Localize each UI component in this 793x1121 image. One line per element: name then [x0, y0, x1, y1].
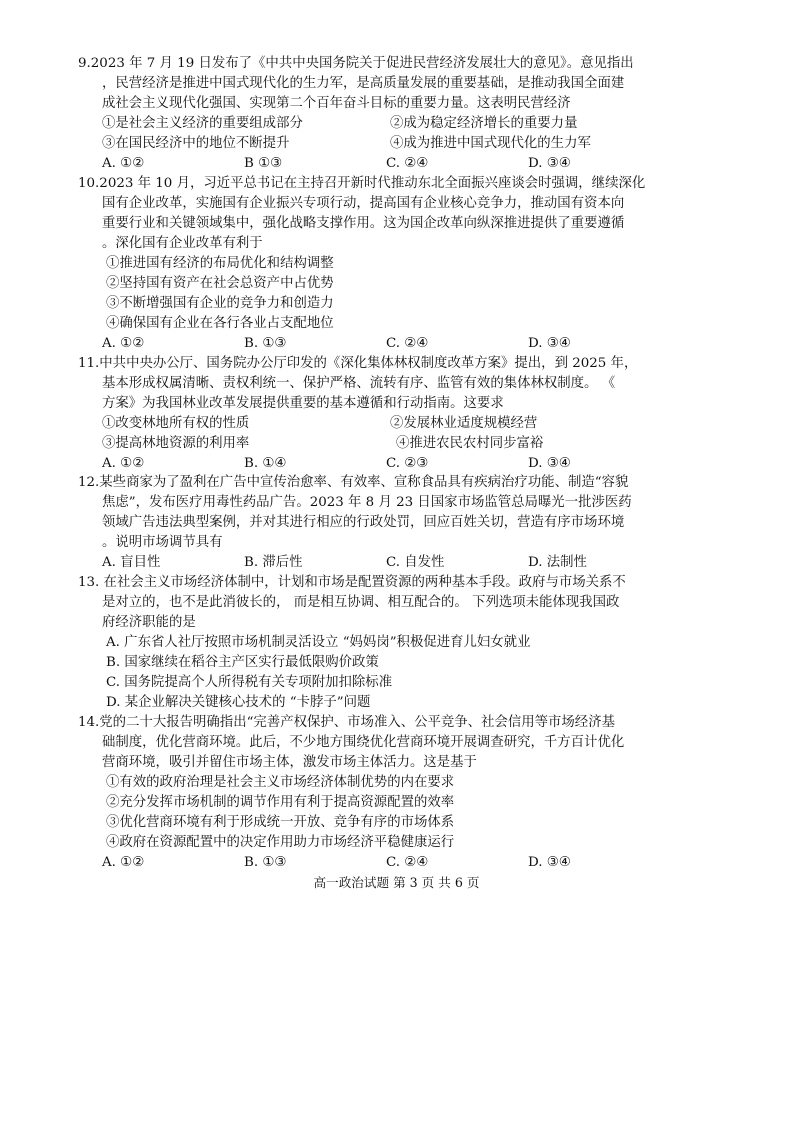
- choice-a: A. ①②: [102, 456, 145, 471]
- option-pair: [80, 114, 720, 134]
- option-1: ①改变林地所有权的性质: [102, 416, 250, 431]
- question-stem-line: 。深化国有企业改革有利于: [102, 236, 263, 251]
- choice-a: A. ①②: [102, 336, 145, 351]
- choice-d: D. 法制性: [528, 555, 587, 570]
- choice-c: C. ②④: [386, 336, 429, 351]
- question-stem-line: 营商环境，吸引并留住市场主体，激发市场主体活力。这是基于: [102, 755, 477, 770]
- option-4: ④成为推进中国式现代化的生力军: [390, 136, 591, 151]
- answer-choices: [80, 154, 720, 174]
- question-stem-line: 重要行业和关键领域集中，强化战略支撑作用。这为国企改革向纵深推进提供了重要遵循: [102, 216, 625, 231]
- option-1: ①是社会主义经济的重要组成部分: [102, 116, 303, 131]
- option-pair: [80, 434, 720, 454]
- question-stem-line: 11.中共中央办公厅、国务院办公厅印发的《深化集体林权制度改革方案》提出，到 2025 年，: [78, 356, 638, 371]
- option-4: ④政府在资源配置中的决定作用助力市场经济平稳健康运行: [106, 835, 455, 850]
- answer-choices: [80, 334, 720, 354]
- choice-a: A. ①②: [102, 156, 145, 171]
- choice-a: A. 广东省人社厅按照市场机制灵活设立 “妈妈岗”积极促进育儿妇女就业: [106, 635, 531, 650]
- option-2: ②成为稳定经济增长的重要力量: [390, 116, 578, 131]
- choice-d: D. 某企业解决关键核心技术的 “卡脖子”问题: [106, 695, 371, 710]
- option-1: ①推进国有经济的布局优化和结构调整: [106, 256, 334, 271]
- question-stem-line: 础制度，优化营商环境。此后，不少地方围绕优化营商环境开展调查研究，千方百计优化: [102, 735, 625, 750]
- option-1: ①有效的政府治理是社会主义市场经济体制优势的内在要求: [106, 775, 455, 790]
- question-stem-line: 国有企业改革，实施国有企业振兴专项行动，提高国有企业核心竞争力，推动国有资本向: [102, 196, 625, 211]
- question-9: [80, 54, 720, 174]
- option-2: ②坚持国有资产在社会总资产中占优势: [106, 276, 334, 291]
- option-3: ③不断增强国有企业的竞争力和创造力: [106, 296, 334, 311]
- option-3: ③在国民经济中的地位不断提升: [102, 136, 290, 151]
- question-stem-line: 9.2023 年 7 月 19 日发布了《中共中央国务院关于促进民营经济发展壮大的意见》。意见指出: [78, 56, 634, 71]
- question-stem-line: 是对立的，也不是此消彼长的， 而是相互协调、相互配合的。 下列选项未能体现我国政: [102, 595, 620, 610]
- question-11: [80, 354, 720, 474]
- question-14: [80, 713, 720, 873]
- question-stem-line: 领域广告违法典型案例，并对其进行相应的行政处罚，回应百姓关切，营造有序市场环境: [102, 515, 625, 530]
- choice-b: B. 国家继续在稻谷主产区实行最低限购价政策: [106, 655, 379, 670]
- option-4: ④确保国有企业在各行各业占支配地位: [106, 316, 334, 331]
- choice-b: B. 滞后性: [244, 555, 303, 570]
- choice-d: D. ③④: [528, 855, 571, 870]
- question-stem-line: 12.某些商家为了盈利在广告中宣传治愈率、有效率、宣称食品具有疾病治疗功能、制造“容貌: [78, 475, 629, 490]
- choice-d: D. ③④: [528, 156, 571, 171]
- question-stem-line: 成社会主义现代化强国、实现第二个百年奋斗目标的重要力量。这表明民营经济: [102, 96, 571, 111]
- question-stem-line: 焦虑”，发布医疗用毒性药品广告。2023 年 8 月 23 日国家市场监管总局曝光一批涉医药: [102, 495, 632, 510]
- choice-a: A. ①②: [102, 855, 145, 870]
- choice-c: C. 国务院提高个人所得税有关专项附加扣除标准: [106, 675, 393, 690]
- option-pair: [80, 414, 720, 434]
- question-13: [80, 573, 720, 713]
- choice-c: C. ②③: [386, 456, 429, 471]
- choice-b: B. ①④: [244, 456, 287, 471]
- choice-c: C. ②④: [386, 156, 429, 171]
- option-2: ②发展林业适度规模经营: [390, 416, 538, 431]
- question-stem-line: 10.2023 年 10 月，习近平总书记在主持召开新时代推动东北全面振兴座谈会时强调，继续深化: [78, 176, 646, 191]
- question-stem-line: 府经济职能的是: [102, 615, 196, 630]
- choice-c: C. 自发性: [386, 555, 445, 570]
- question-stem-line: 方案》为我国林业改革发展提供重要的基本遵循和行动指南。这要求: [102, 396, 504, 411]
- page-footer: 高一政治试题 第 3 页 共 6 页: [313, 875, 480, 890]
- answer-choices: [80, 853, 720, 873]
- choice-d: D. ③④: [528, 336, 571, 351]
- choice-a: A. 盲目性: [102, 555, 161, 570]
- choice-b: B. ①③: [244, 336, 287, 351]
- option-3: ③优化营商环境有利于形成统一开放、竞争有序的市场体系: [106, 815, 455, 830]
- option-4: ④推进农民农村同步富裕: [396, 436, 544, 451]
- option-pair: [80, 134, 720, 154]
- choice-b: B. ①③: [244, 855, 287, 870]
- option-3: ③提高林地资源的利用率: [102, 436, 250, 451]
- answer-choices: [80, 454, 720, 474]
- question-12: [80, 473, 720, 573]
- choice-d: D. ③④: [528, 456, 571, 471]
- question-10: [80, 174, 720, 354]
- choice-b: B ①③: [244, 156, 283, 171]
- question-stem-line: ，民营经济是推进中国式现代化的生力军，是高质量发展的重要基础，是推动我国全面建: [102, 76, 625, 91]
- question-stem-line: 基本形成权属清晰、责权利统一、保护严格、流转有序、监管有效的集体林权制度。 《: [102, 376, 616, 391]
- choice-c: C. ②④: [386, 855, 429, 870]
- option-2: ②充分发挥市场机制的调节作用有利于提高资源配置的效率: [106, 795, 455, 810]
- answer-choices: [80, 553, 720, 573]
- question-stem-line: 。说明市场调节具有: [102, 535, 223, 550]
- question-stem-line: 13. 在社会主义市场经济体制中，计划和市场是配置资源的两种基本手段。政府与市场关系不: [78, 575, 626, 590]
- question-stem-line: 14.党的二十大报告明确指出“完善产权保护、市场准入、公平竞争、社会信用等市场经济基: [78, 715, 615, 730]
